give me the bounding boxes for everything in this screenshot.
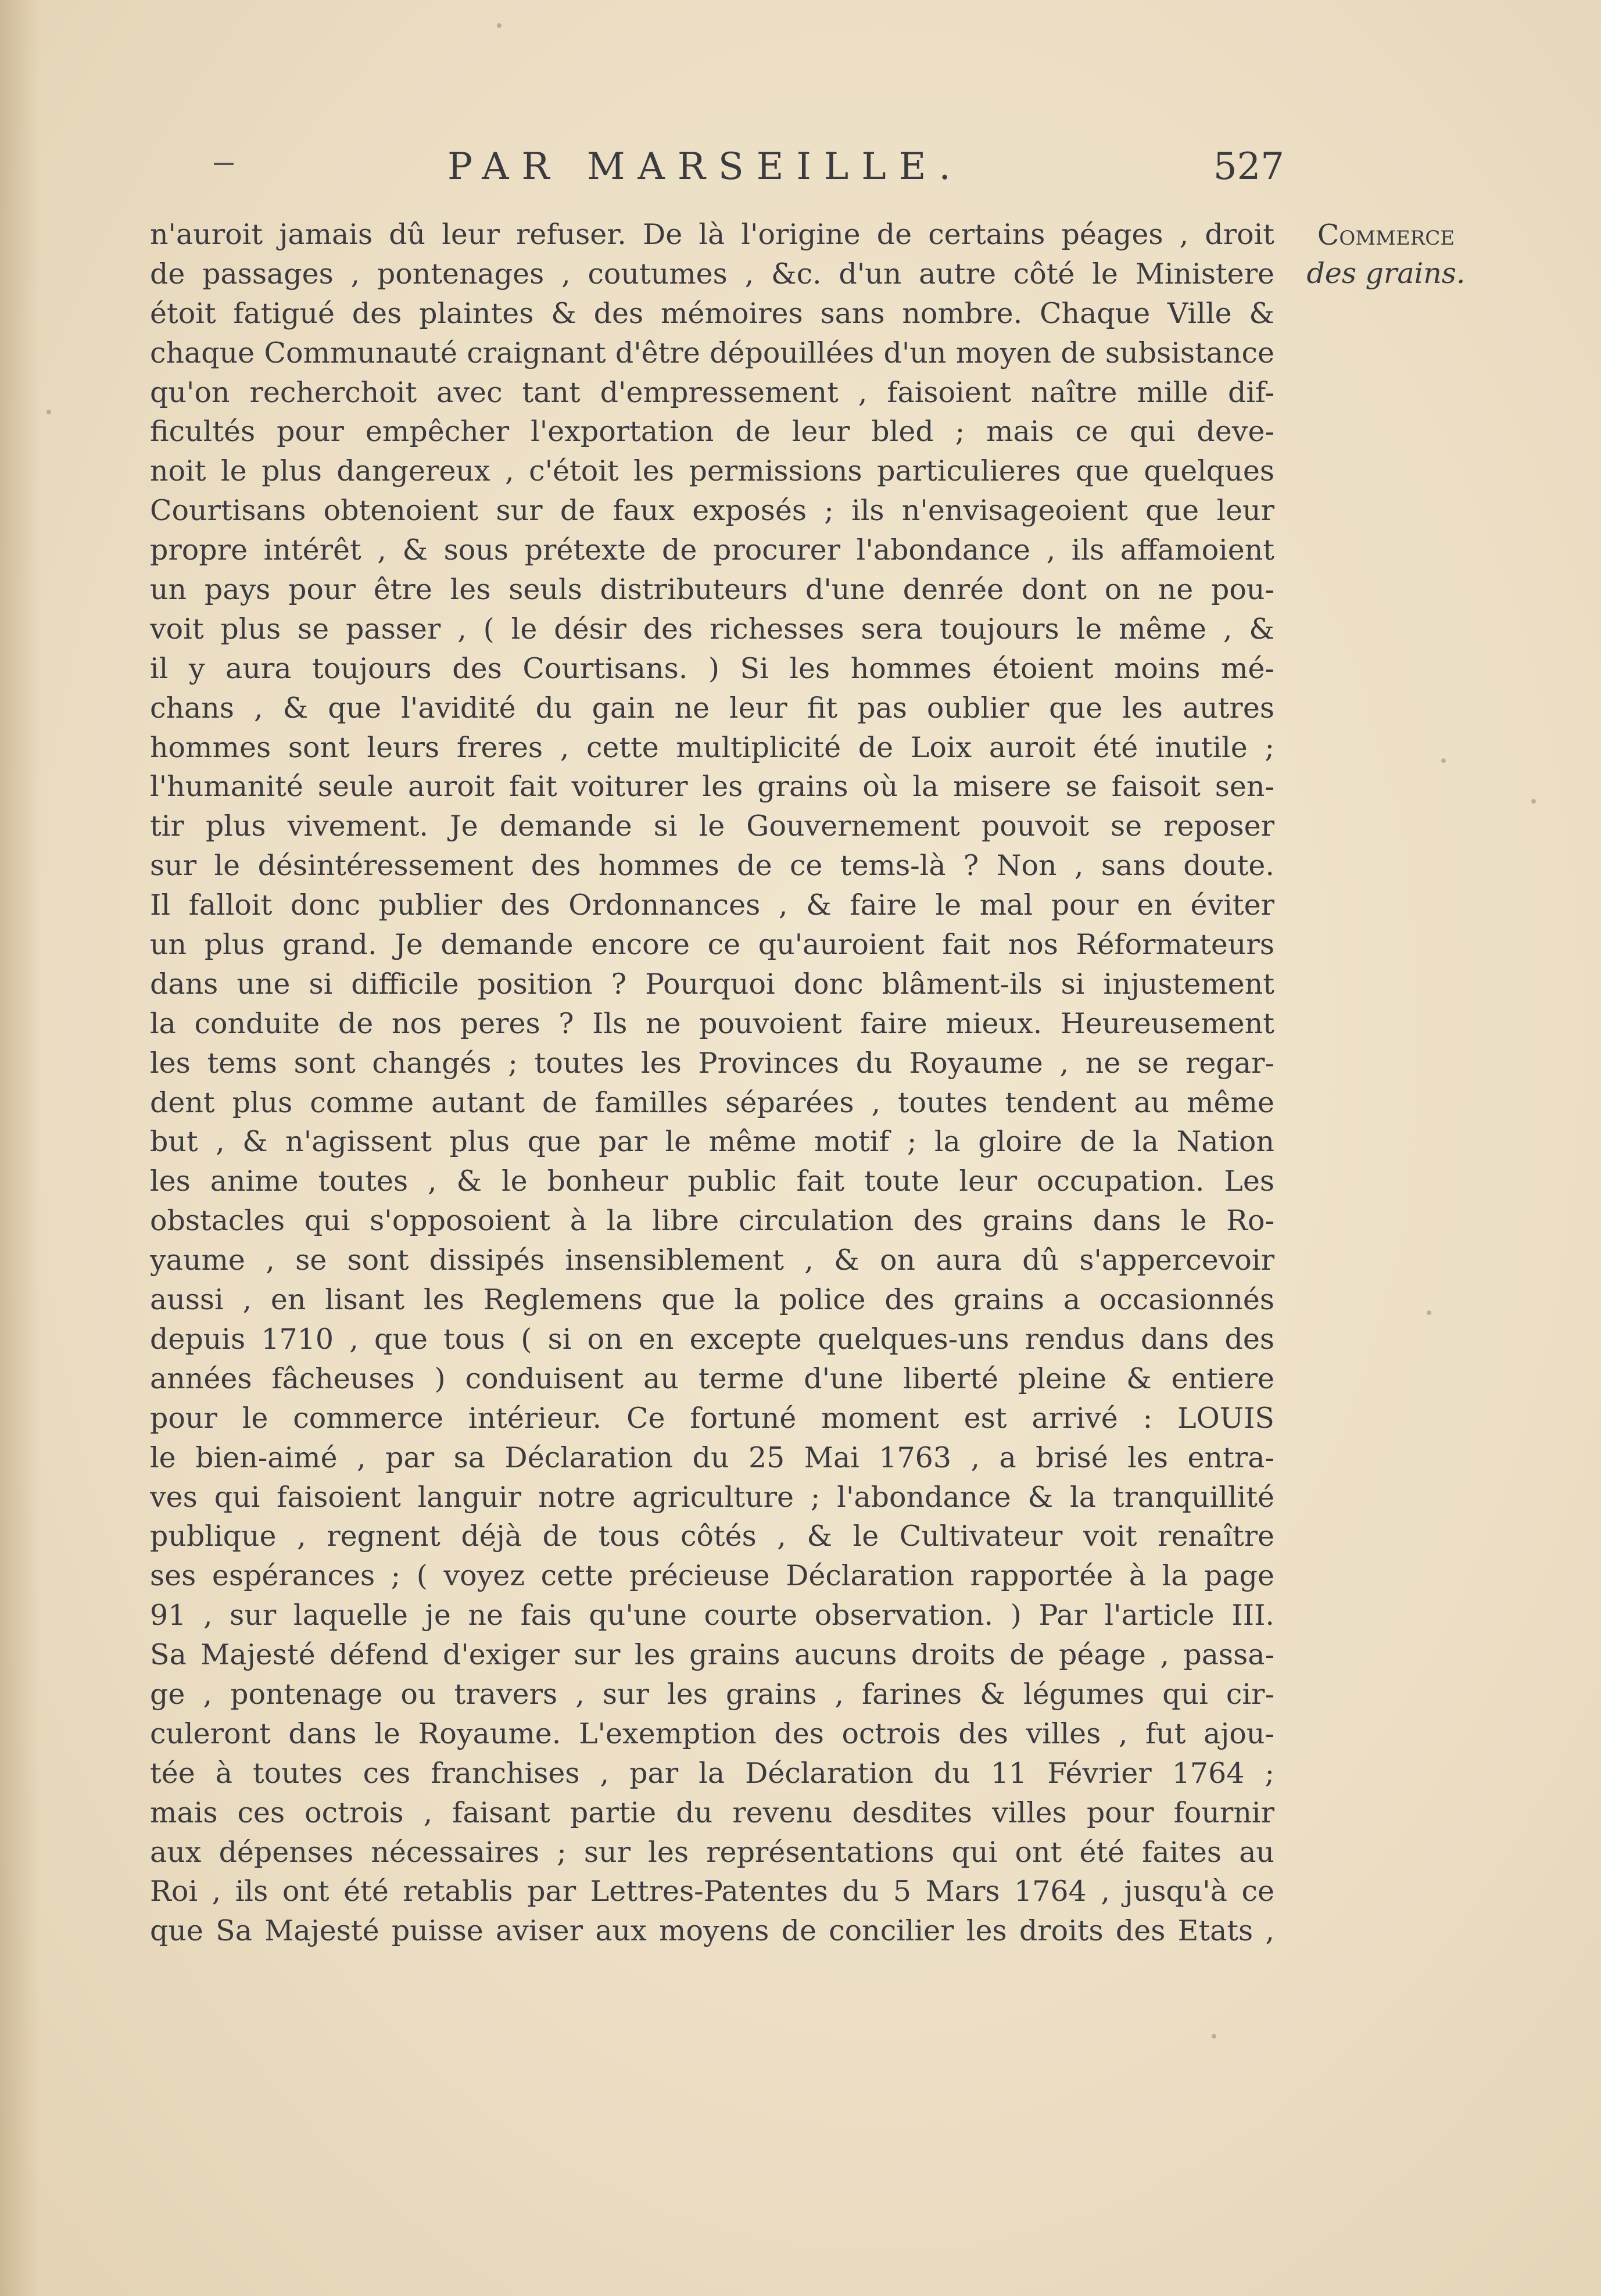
text-line: Courtisans obtenoient sur de faux exposés ; ils n'envisageoient que leur xyxy=(150,494,1274,528)
text-line: les tems sont changés ; toutes les Provinces du Royaume , ne se regar- xyxy=(150,1046,1274,1080)
text-line: dans une si difficile position ? Pourquoi donc blâment-ils si injustement xyxy=(150,967,1274,1001)
text-line: Roi , ils ont été retablis par Lettres-Patentes du 5 Mars 1764 , jusqu'à ce xyxy=(150,1875,1274,1908)
text-line: obstacles qui s'opposoient à la libre circulation des grains dans le Ro- xyxy=(150,1204,1274,1238)
text-line: noit le plus dangereux , c'étoit les permissions particulieres que quelques xyxy=(150,454,1274,488)
paper-speck xyxy=(1212,2034,1216,2039)
paper-speck xyxy=(46,410,51,414)
running-head-title: PAR MARSEILLE. xyxy=(447,145,964,188)
text-line: hommes sont leurs freres , cette multiplicité de Loix auroit été inutile ; xyxy=(150,730,1274,764)
page-edge-shadow xyxy=(0,0,41,2296)
text-line: but , & n'agissent plus que par le même motif ; la gloire de la Nation xyxy=(150,1125,1274,1159)
text-line: publique , regnent déjà de tous côtés , & le Cultivateur voit renaître xyxy=(150,1520,1274,1553)
text-line: chaque Communauté craignant d'être dépouillées d'un moyen de subsistance xyxy=(150,336,1274,370)
text-line: tée à toutes ces franchises , par la Déclaration du 11 Février 1764 ; xyxy=(150,1756,1274,1790)
text-line: il y aura toujours des Courtisans. ) Si les hommes étoient moins mé- xyxy=(150,651,1274,685)
text-line: ses espérances ; ( voyez cette précieuse Déclaration rapportée à la page xyxy=(150,1559,1274,1593)
text-line: le bien-aimé , par sa Déclaration du 25 Mai 1763 , a brisé les entra- xyxy=(150,1441,1274,1474)
text-line: années fâcheuses ) conduisent au terme d'une liberté pleine & entiere xyxy=(150,1362,1274,1395)
paper-speck xyxy=(1531,799,1536,804)
text-line: aux dépenses nécessaires ; sur les représentations qui ont été faites au xyxy=(150,1835,1274,1869)
paper-speck xyxy=(1427,1310,1431,1315)
text-line: l'humanité seule auroit fait voiturer les grains où la misere se faisoit sen- xyxy=(150,770,1274,804)
text-line: propre intérêt , & sous prétexte de procurer l'abondance , ils affamoient xyxy=(150,533,1274,567)
text-line: un pays pour être les seuls distributeurs d'une denrée dont on ne pou- xyxy=(150,573,1274,607)
text-line: culeront dans le Royaume. L'exemption des octrois des villes , fut ajou- xyxy=(150,1717,1274,1750)
paper-speck xyxy=(497,23,502,28)
margin-note-line-1: Commerce xyxy=(1317,219,1455,252)
text-line: yaume , se sont dissipés insensiblement , & on aura dû s'appercevoir xyxy=(150,1244,1274,1277)
margin-note-line-2: des grains. xyxy=(1306,257,1466,290)
text-line: chans , & que l'avidité du gain ne leur fit pas oublier que les autres xyxy=(150,691,1274,725)
text-line: dent plus comme autant de familles séparées , toutes tendent au même xyxy=(150,1086,1274,1119)
text-line: depuis 1710 , que tous ( si on en excepte quelques-uns rendus dans des xyxy=(150,1322,1274,1356)
paper-speck xyxy=(1441,758,1446,763)
text-line: un plus grand. Je demande encore ce qu'auroient fait nos Réformateurs xyxy=(150,928,1274,962)
running-head xyxy=(151,145,1284,198)
text-line: ficultés pour empêcher l'exportation de leur bled ; mais ce qui deve- xyxy=(150,415,1274,449)
text-line: qu'on recherchoit avec tant d'empressement , faisoient naître mille dif- xyxy=(150,375,1274,409)
text-line: mais ces octrois , faisant partie du revenu desdites villes pour fournir xyxy=(150,1796,1274,1829)
margin-note xyxy=(1281,216,1491,293)
head-ornament-dash xyxy=(214,163,234,165)
text-line: Il falloit donc publier des Ordonnances , & faire le mal pour en éviter xyxy=(150,889,1274,922)
text-line: tir plus vivement. Je demande si le Gouvernement pouvoit se reposer xyxy=(150,809,1274,843)
body-text xyxy=(150,215,1274,1951)
text-line: ge , pontenage ou travers , sur les grains , farines & légumes qui cir- xyxy=(150,1677,1274,1711)
text-line: Sa Majesté défend d'exiger sur les grains aucuns droits de péage , passa- xyxy=(150,1638,1274,1672)
text-line: pour le commerce intérieur. Ce fortuné moment est arrivé : LOUIS xyxy=(150,1401,1274,1435)
text-line: aussi , en lisant les Reglemens que la police des grains a occasionnés xyxy=(150,1283,1274,1317)
text-line: de passages , pontenages , coutumes , &c. d'un autre côté le Ministere xyxy=(150,257,1274,291)
text-line: étoit fatigué des plaintes & des mémoires sans nombre. Chaque Ville & xyxy=(150,296,1274,330)
text-line: 91 , sur laquelle je ne fais qu'une courte observation. ) Par l'article III. xyxy=(150,1599,1274,1632)
page-number: 527 xyxy=(1213,145,1284,188)
text-line: n'auroit jamais dû leur refuser. De là l'origine de certains péages , droit xyxy=(150,218,1274,251)
text-line: la conduite de nos peres ? Ils ne pouvoient faire mieux. Heureusement xyxy=(150,1006,1274,1040)
text-line: que Sa Majesté puisse aviser aux moyens de concilier les droits des Etats , xyxy=(150,1914,1274,1948)
text-line: les anime toutes , & le bonheur public fait toute leur occupation. Les xyxy=(150,1165,1274,1198)
text-line: voit plus se passer , ( le désir des richesses sera toujours le même , & xyxy=(150,612,1274,646)
text-line: sur le désintéressement des hommes de ce tems-là ? Non , sans doute. xyxy=(150,849,1274,883)
text-line: ves qui faisoient languir notre agriculture ; l'abondance & la tranquillité xyxy=(150,1480,1274,1514)
